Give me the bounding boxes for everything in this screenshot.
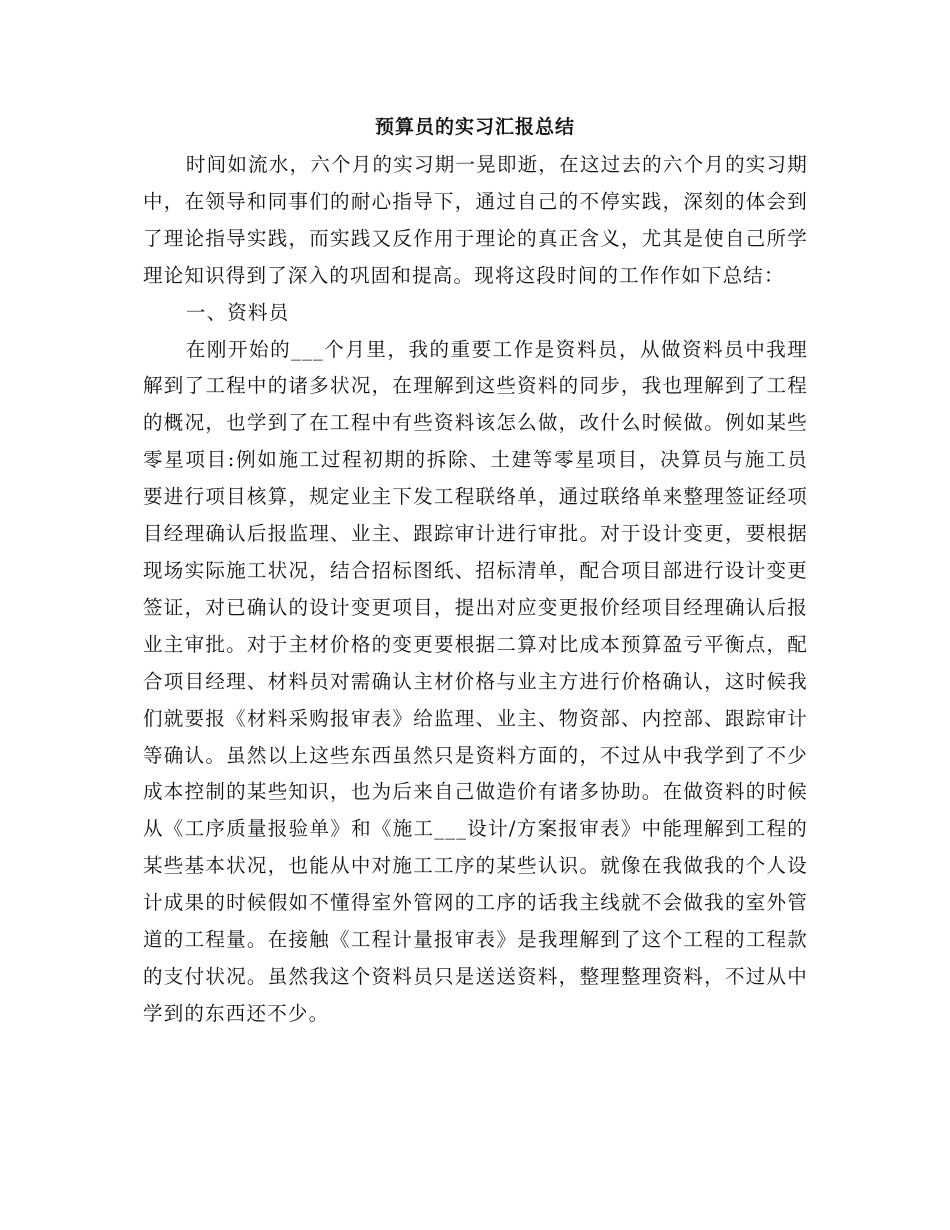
document-title: 预算员的实习汇报总结	[374, 116, 575, 138]
document-body	[143, 147, 808, 1033]
paragraph-intro: 时间如流水，六个月的实习期一晃即逝，在这过去的六个月的实习期中，在领导和同事们的耐心指导下，通过自己的不停实践，深刻的体会到了理论指导实践，而实践又反作用于理论的真正含义，尤其是使自己所学理论知识得到了深入的巩固和提高。现将这段时间的工作作如下总结：	[143, 153, 808, 287]
section-heading-1: 一、资料员	[185, 300, 290, 324]
paragraph-section-1: 在刚开始的___个月里，我的重要工作是资料员，从做资料员中我理解到了工程中的诸多状况，在理解到这些资料的同步，我也理解到了工程的概况，也学到了在工程中有些资料该怎么做，改什么时候做。例如某些零星项目:例如施工过程初期的拆除、土建等零星项目，决算员与施工员要进行项目核算，规定业主下发工程联络单，通过联络单来整理签证经项目经理确认后报监理、业主、跟踪审计进行审批。对于设计变更，要根据现场实际施工状况，结合招标图纸、招标清单，配合项目部进行设计变更签证，对已确认的设计变更项目，提出对应变更报价经项目经理确认后报业主审批。对于主材价格的变更要根据二算对比成本预算盈亏平衡点，配合项目经理、材料员对需确认主材价格与业主方进行价格确认，这时候我们就要报《材料采购报审表》给监理、业主、物资部、内控部、跟踪审计等确认。虽然以上这些东西虽然只是资料方面的，不过从中我学到了不少成本控制的某些知识，也为后来自己做造价有诸多协助。在做资料的时候从《工序质量报验单》和《施工___设计/方案报审表》中能理解到工程的某些基本状况，也能从中对施工工序的某些认识。就像在我做我的个人设计成果的时候假如不懂得室外管网的工序的话我主线就不会做我的室外管道的工程量。在接触《工程计量报审表》是我理解到了这个工程的工程款的支付状况。虽然我这个资料员只是送送资料，整理整理资料，不过从中学到的东西还不少。	[143, 337, 808, 1025]
